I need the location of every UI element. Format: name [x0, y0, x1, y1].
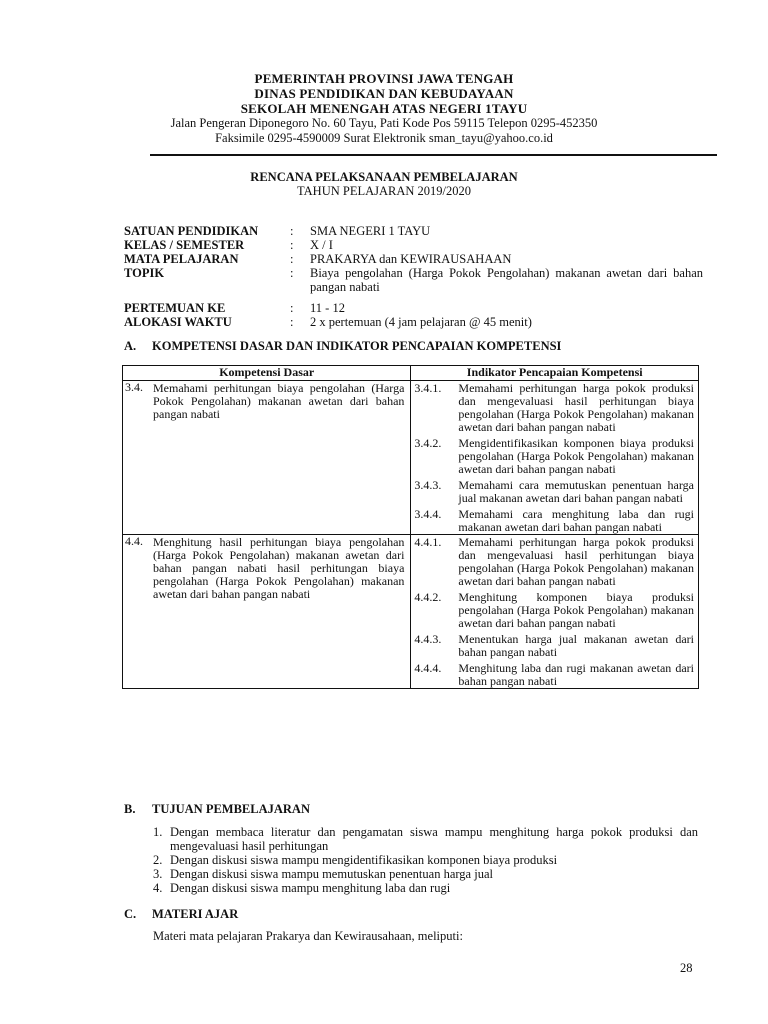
section-c-intro: Materi mata pelajaran Prakarya dan Kewirausahaan, meliputi: [153, 929, 463, 943]
letterhead [0, 71, 768, 146]
table-header-row [123, 366, 699, 381]
kd-item [123, 535, 410, 601]
kd-text: Memahami perhitungan biaya pengolahan (Harga Pokok Pengolahan) makanan awetan dari bahan pangan nabati [153, 381, 405, 421]
indicator-item [411, 508, 698, 534]
identity-block [124, 224, 704, 329]
identity-row [124, 252, 704, 266]
indicator-text: Menghitung laba dan rugi makanan awetan dari bahan pangan nabati [458, 661, 694, 688]
list-item-number: 4. [153, 881, 163, 895]
competency-table [122, 365, 699, 689]
indicator-text: Memahami perhitungan harga pokok produksi dan mengevaluasi hasil perhitungan biaya pengolahan (Harga Pokok Pengolahan) makanan awetan dari bahan pangan nabati [458, 381, 694, 434]
identity-separator: : [290, 266, 294, 280]
identity-key: PERTEMUAN KE [124, 301, 226, 315]
list-item [153, 881, 698, 895]
identity-separator: : [290, 301, 294, 315]
document-title-year: TAHUN PELAJARAN 2019/2020 [297, 184, 471, 198]
column-header-indicator: Indikator Pencapaian Kompetensi [411, 366, 699, 381]
indicator-item [411, 633, 698, 659]
indicator-item [411, 591, 698, 630]
section-title: TUJUAN PEMBELAJARAN [152, 802, 310, 816]
section-number: B. [124, 802, 136, 816]
indicator-text: Mengidentifikasikan komponen biaya produksi pengolahan (Harga Pokok Pengolahan) makanan awetan dari bahan pangan nabati [458, 436, 694, 476]
identity-row [124, 238, 704, 252]
identity-separator: : [290, 238, 294, 252]
identity-separator: : [290, 252, 294, 266]
identity-row [124, 315, 704, 329]
kd-number: 3.4. [125, 380, 143, 394]
document-title-main: RENCANA PELAKSANAAN PEMBELAJARAN [250, 170, 518, 184]
list-item-text: Dengan diskusi siswa mampu mengidentifikasikan komponen biaya produksi [170, 853, 558, 867]
letterhead-address: Jalan Pengeran Diponegoro No. 60 Tayu, Pati Kode Pos 59115 Telepon 0295-452350 [170, 116, 598, 130]
kd-cell [123, 381, 411, 535]
indicator-text: Memahami cara memutuskan penentuan harga jual makanan awetan dari bahan pangan nabati [458, 478, 694, 505]
identity-value: 2 x pertemuan (4 jam pelajaran @ 45 menit) [310, 315, 532, 329]
list-item [153, 825, 698, 853]
identity-value: 11 - 12 [310, 301, 345, 315]
letterhead-department: DINAS PENDIDIKAN DAN KEBUDAYAAN [254, 86, 514, 101]
identity-value: SMA NEGERI 1 TAYU [310, 224, 431, 238]
letterhead-contact: Faksimile 0295-4590009 Surat Elektronik sman_tayu@yahoo.co.id [215, 131, 553, 145]
list-item-text: Dengan diskusi siswa mampu menghitung laba dan rugi [170, 881, 451, 895]
objectives-list [153, 825, 698, 895]
section-number: A. [124, 339, 137, 353]
indicator-number: 4.4.1. [414, 535, 442, 549]
indicator-item [411, 437, 698, 476]
section-title: KOMPETENSI DASAR DAN INDIKATOR PENCAPAIAN KOMPETENSI [152, 339, 562, 353]
list-item [153, 853, 698, 867]
identity-row [124, 266, 704, 294]
identity-row [124, 224, 704, 238]
list-item-number: 2. [153, 853, 163, 867]
indicator-text: Memahami cara menghitung laba dan rugi makanan awetan dari bahan pangan nabati [458, 507, 694, 534]
indicator-item [411, 479, 698, 505]
indicator-text: Memahami perhitungan harga pokok produksi dan mengevaluasi hasil perhitungan biaya pengolahan (Harga Pokok Pengolahan) makanan awetan dari bahan pangan nabati [458, 535, 694, 588]
list-item-text: Dengan membaca literatur dan pengamatan siswa mampu menghitung harga pokok produksi dan mengevaluasi hasil perhitungan [170, 825, 698, 853]
identity-separator: : [290, 315, 294, 329]
document-title [0, 170, 768, 198]
letterhead-school: SEKOLAH MENENGAH ATAS NEGERI 1TAYU [240, 101, 528, 116]
list-item-text: Dengan diskusi siswa mampu memutuskan penentuan harga jual [170, 867, 493, 881]
identity-key: MATA PELAJARAN [124, 252, 239, 266]
list-item [153, 867, 698, 881]
indicator-text: Menghitung komponen biaya produksi pengolahan (Harga Pokok Pengolahan) makanan awetan dari bahan pangan nabati [458, 590, 694, 630]
identity-key: SATUAN PENDIDIKAN [124, 224, 259, 238]
indicator-number: 3.4.3. [414, 478, 442, 492]
indicator-cell [411, 381, 699, 535]
indicator-item [411, 382, 698, 434]
table-row [123, 535, 699, 689]
indicator-number: 4.4.2. [414, 590, 442, 604]
kd-number: 4.4. [125, 534, 143, 548]
identity-row [124, 301, 704, 315]
indicator-item [411, 536, 698, 588]
identity-value: Biaya pengolahan (Harga Pokok Pengolahan) makanan awetan dari bahan pangan nabati [310, 266, 703, 294]
identity-value: PRAKARYA dan KEWIRAUSAHAAN [310, 252, 512, 266]
indicator-cell [411, 535, 699, 689]
letterhead-divider [150, 154, 717, 156]
indicator-number: 4.4.4. [414, 661, 442, 675]
indicator-number: 3.4.4. [414, 507, 442, 521]
identity-key: KELAS / SEMESTER [124, 238, 245, 252]
indicator-item [411, 662, 698, 688]
kd-text: Menghitung hasil perhitungan biaya pengolahan (Harga Pokok Pengolahan) makanan awetan dari bahan pangan nabati hasil perhitungan biaya pengolahan (Harga Pokok Pengolahan) makanan awetan dari bahan pangan nabati [153, 535, 405, 601]
column-header-kd: Kompetensi Dasar [123, 366, 411, 381]
identity-separator: : [290, 224, 294, 238]
page-number: 28 [680, 961, 693, 975]
indicator-number: 4.4.3. [414, 632, 442, 646]
section-number: C. [124, 907, 137, 921]
indicator-number: 3.4.2. [414, 436, 442, 450]
kd-cell [123, 535, 411, 689]
section-title: MATERI AJAR [152, 907, 239, 921]
table-row [123, 381, 699, 535]
indicator-number: 3.4.1. [414, 381, 442, 395]
identity-value: X / I [310, 238, 333, 252]
kd-item [123, 381, 410, 421]
letterhead-government: PEMERINTAH PROVINSI JAWA TENGAH [254, 71, 514, 86]
identity-key: TOPIK [124, 266, 165, 280]
list-item-number: 1. [153, 825, 163, 839]
identity-key: ALOKASI WAKTU [124, 315, 232, 329]
list-item-number: 3. [153, 867, 163, 881]
indicator-text: Menentukan harga jual makanan awetan dari bahan pangan nabati [458, 632, 694, 659]
